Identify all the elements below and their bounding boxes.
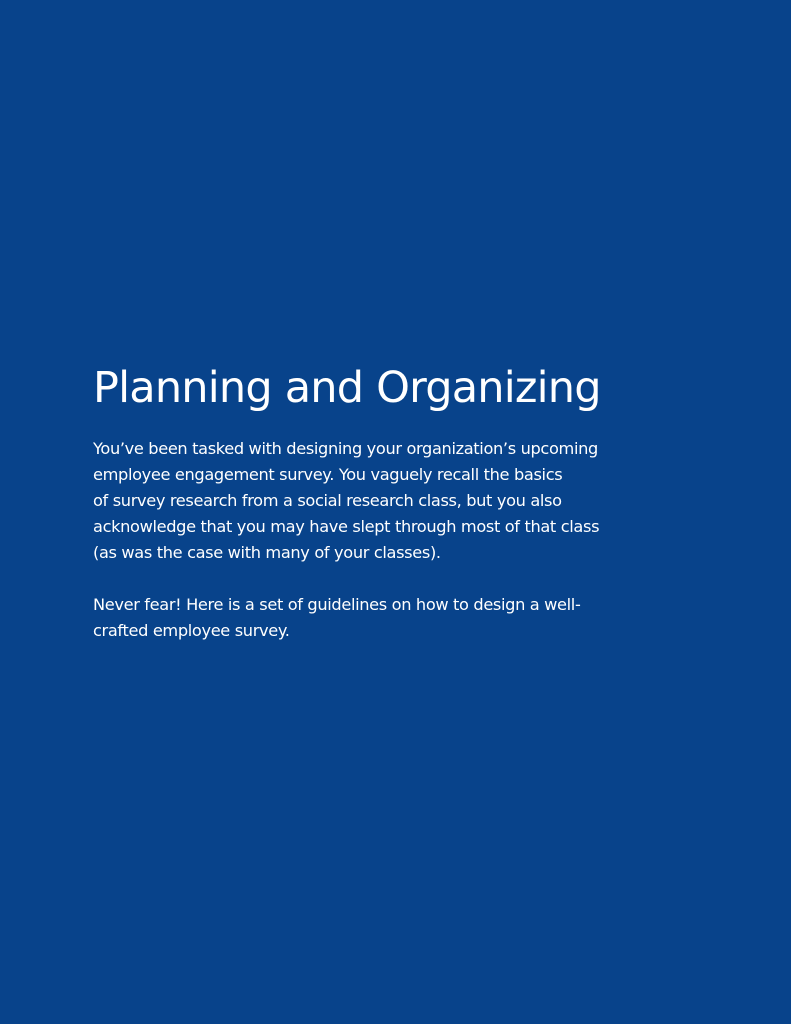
content-block [93, 362, 633, 644]
paragraph-line: employee engagement survey. You vaguely recall the basics [93, 465, 563, 484]
guidelines-paragraph [93, 592, 633, 644]
paragraph-line: crafted employee survey. [93, 621, 290, 640]
paragraph-line: of survey research from a social research class, but you also [93, 491, 562, 510]
paragraph-line: (as was the case with many of your classes). [93, 543, 441, 562]
page-title: Planning and Organizing [93, 363, 601, 413]
intro-paragraph [93, 436, 633, 566]
paragraph-line: acknowledge that you may have slept through most of that class [93, 517, 600, 536]
paragraph-line: You’ve been tasked with designing your organization’s upcoming [93, 439, 598, 458]
paragraph-line: Never fear! Here is a set of guidelines on how to design a well- [93, 595, 581, 614]
